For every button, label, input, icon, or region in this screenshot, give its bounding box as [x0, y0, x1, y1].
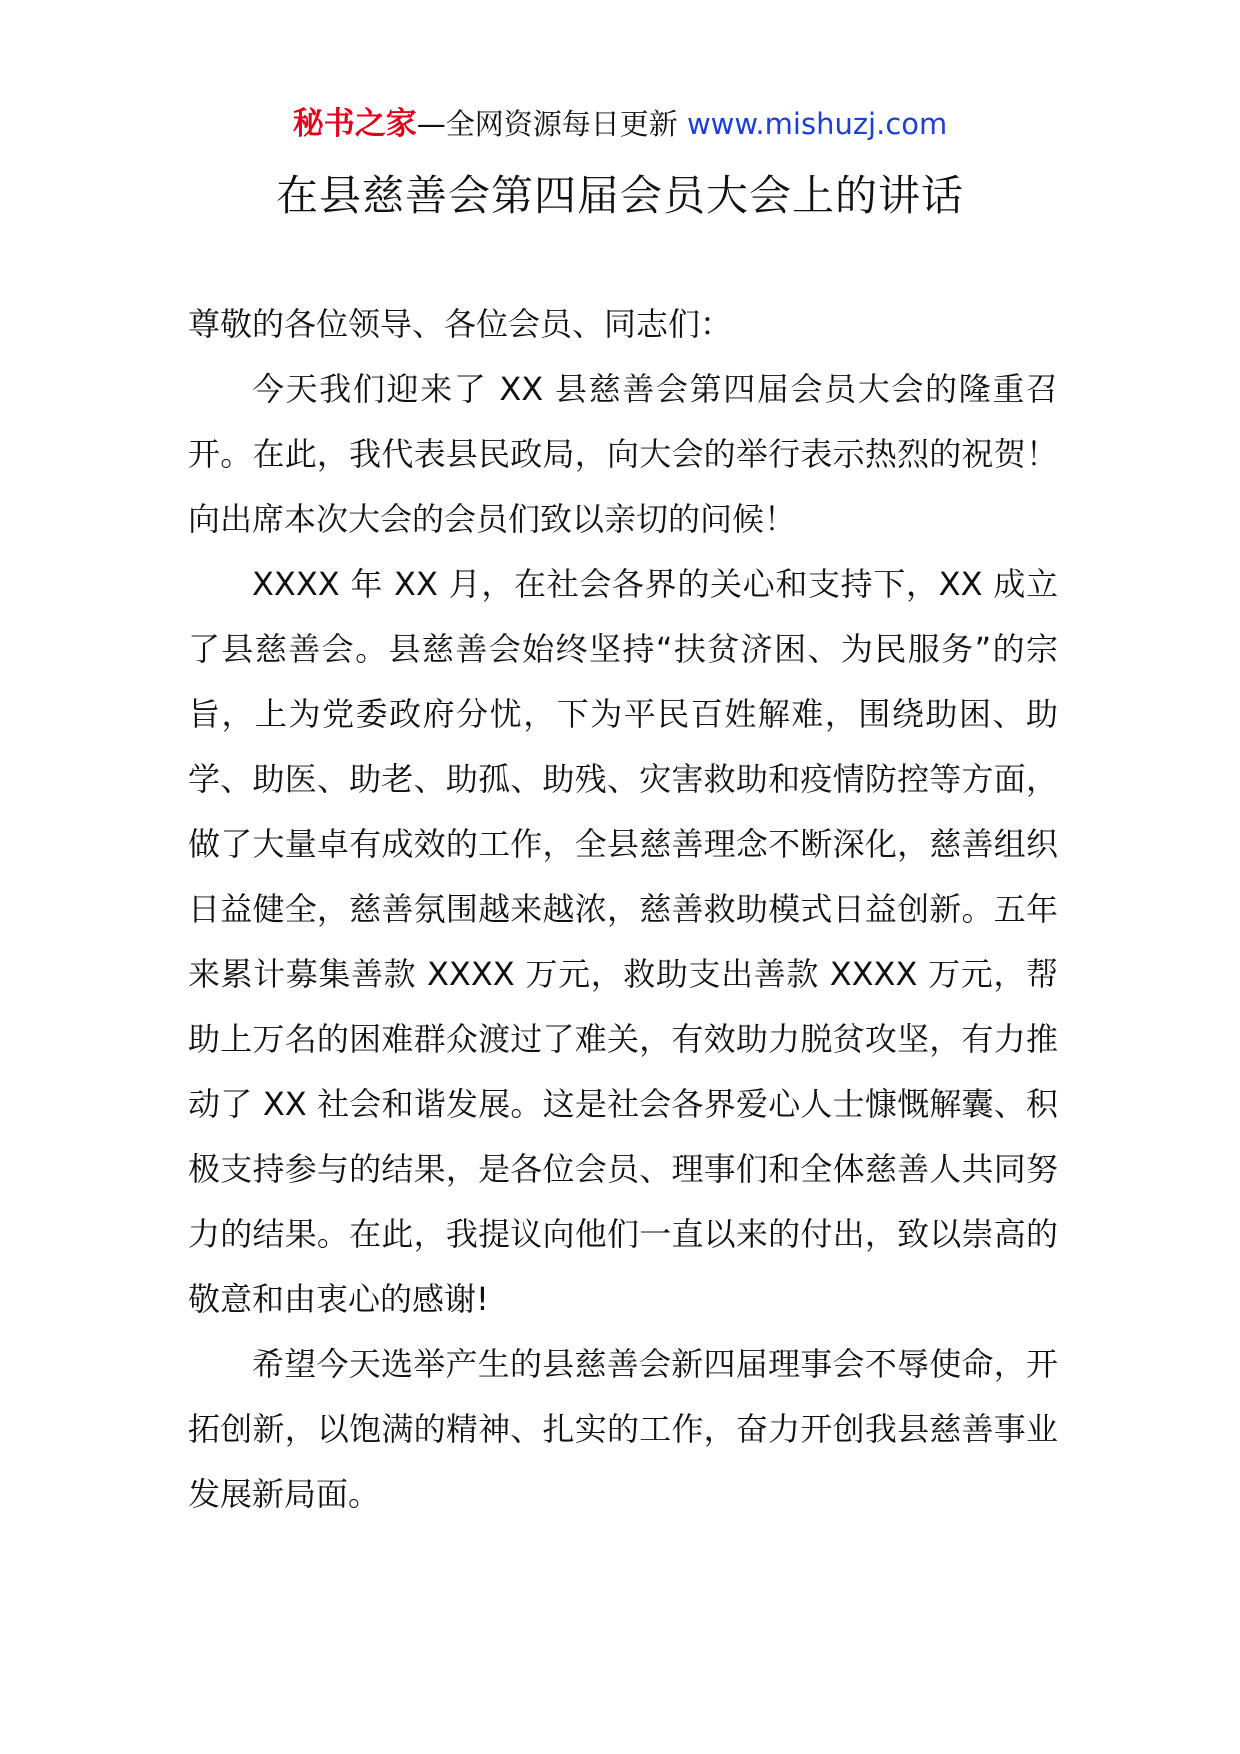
paragraph-achievements: XXXX 年 XX 月，在社会各界的关心和支持下，XX 成立了县慈善会。县慈善会始终坚持“扶贫济困、为民服务”的宗旨，上为党委政府分忧，下为平民百姓解难，围绕助困、助学、助医、助老、助孤、助残、灾害救助和疫情防控等方面，做了大量卓有成效的工作，全县慈善理念不断深化，慈善组织日益健全，慈善氛围越来越浓，慈善救助模式日益创新。五年来累计募集善款 XXXX 万元，救助支出善款 XXXX 万元，帮助上万名的困难群众渡过了难关，有效助力脱贫攻坚，有力推动了 XX 社会和谐发展。这是社会各界爱心人士慷慨解囊、积极支持参与的结果，是各位会员、理事们和全体慈善人共同努力的结果。在此，我提议向他们一直以来的付出，致以崇高的敬意和由衷心的感谢!	[188, 565, 1058, 1318]
paragraph-closing: 希望今天选举产生的县慈善会新四届理事会不辱使命，开拓创新，以饱满的精神、扎实的工作，奋力开创我县慈善事业发展新局面。	[188, 1345, 1058, 1513]
site-header	[0, 104, 1240, 144]
document-title: 在县慈善会第四届会员大会上的讲话	[275, 171, 964, 220]
header-url-link[interactable]: www.mishuzj.com	[686, 107, 948, 141]
document-body	[188, 292, 1058, 1527]
header-tagline: —全网资源每日更新	[416, 107, 687, 141]
paragraph-opening: 今天我们迎来了 XX 县慈善会第四届会员大会的隆重召开。在此，我代表县民政局，向大会的举行表示热烈的祝贺！向出席本次大会的会员们致以亲切的问候！	[188, 370, 1058, 538]
salutation: 尊敬的各位领导、各位会员、同志们：	[188, 305, 733, 343]
brand-name: 秘书之家	[292, 106, 417, 142]
